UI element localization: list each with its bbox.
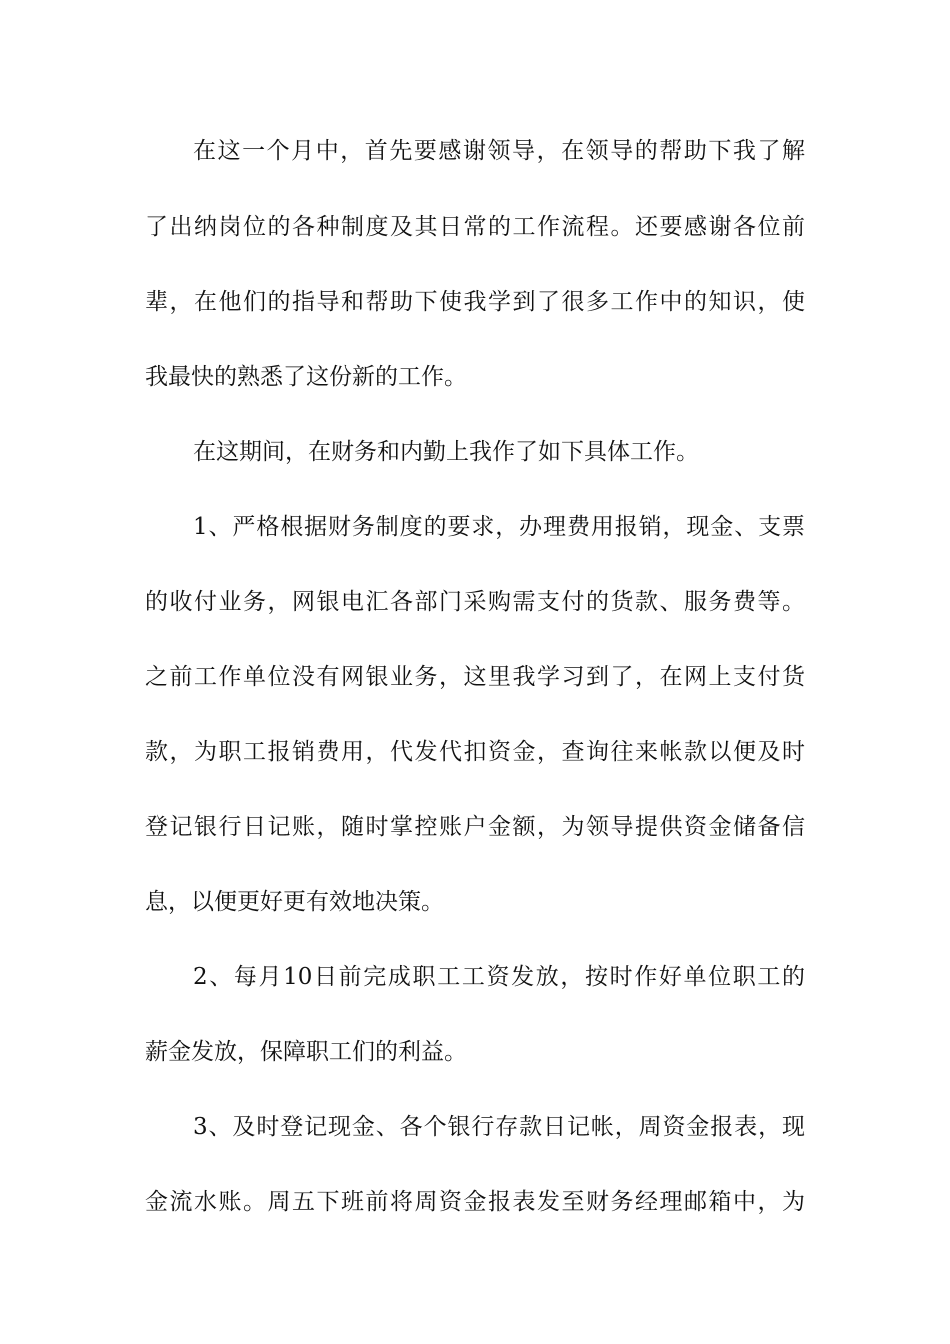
item-2-line-2: 薪金发放，保障职工们的利益。 [145, 1039, 467, 1065]
item-3-line-1: 3、及时登记现金、各个银行存款日记帐，周资金报表，现 [193, 1114, 805, 1140]
item-1-line-6: 息，以便更好更有效地决策。 [145, 889, 444, 915]
paragraph-1-line-1: 在这一个月中，首先要感谢领导，在领导的帮助下我了解 [193, 138, 805, 164]
item-1-line-4: 款，为职工报销费用，代发代扣资金，查询往来帐款以便及时 [145, 739, 805, 765]
item-3-line-2: 金流水账。周五下班前将周资金报表发至财务经理邮箱中，为 [145, 1189, 805, 1215]
paragraph-1-line-4: 我最快的熟悉了这份新的工作。 [145, 364, 467, 390]
paragraph-2-line-1: 在这期间，在财务和内勤上我作了如下具体工作。 [193, 439, 699, 465]
item-1-line-2: 的收付业务，网银电汇各部门采购需支付的货款、服务费等。 [145, 589, 805, 615]
paragraph-1-line-2: 了出纳岗位的各种制度及其日常的工作流程。还要感谢各位前 [145, 214, 805, 240]
paragraph-1-line-3: 辈，在他们的指导和帮助下使我学到了很多工作中的知识，使 [145, 289, 805, 315]
item-2-line-1: 2、每月10日前完成职工工资发放，按时作好单位职工的 [193, 964, 805, 990]
item-1-line-1: 1、严格根据财务制度的要求，办理费用报销，现金、支票 [193, 514, 805, 540]
item-1-line-3: 之前工作单位没有网银业务，这里我学习到了，在网上支付货 [145, 664, 805, 690]
item-1-line-5: 登记银行日记账，随时掌控账户金额，为领导提供资金储备信 [145, 814, 805, 840]
